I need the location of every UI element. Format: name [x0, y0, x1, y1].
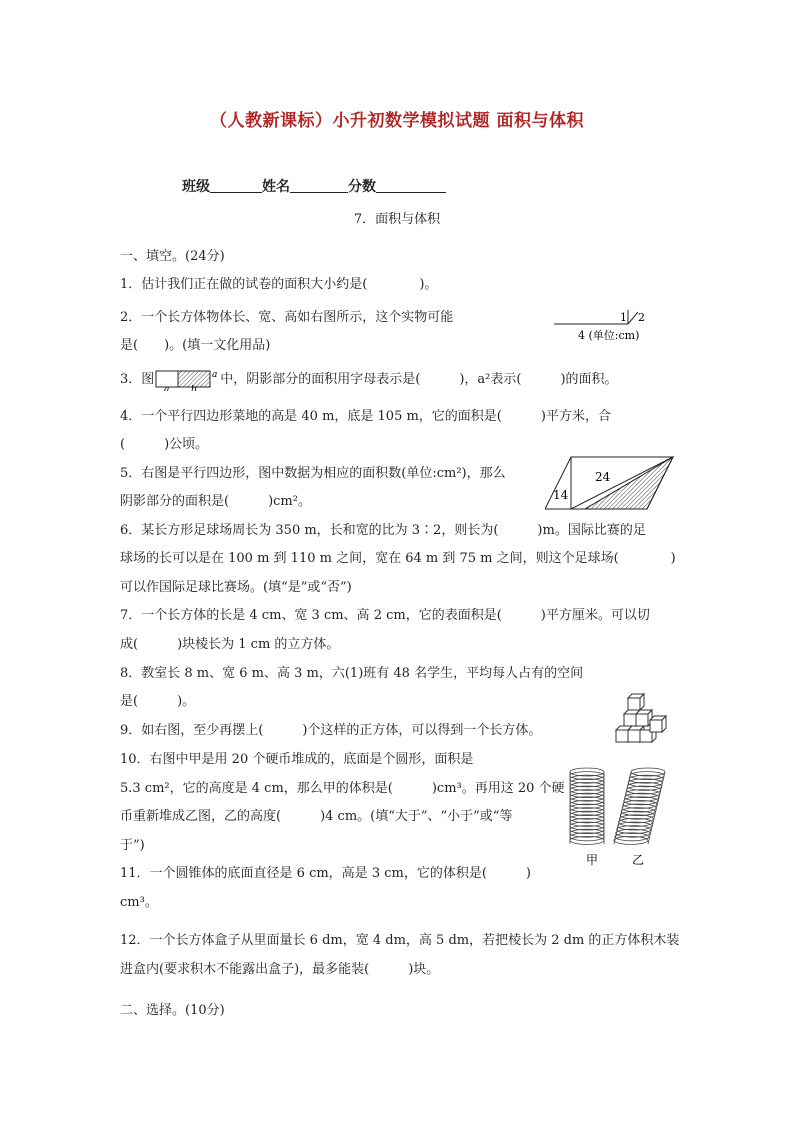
q10-label-yi: 乙: [632, 853, 645, 867]
q9-cube-stack-figure: [612, 692, 672, 750]
name-blank[interactable]: [290, 178, 348, 193]
q2-label-bottom: 4 (单位:cm): [578, 329, 640, 342]
name-label: 姓名: [262, 179, 290, 195]
q3-label-b: b: [191, 385, 198, 391]
question-1: 1．估计我们正在做的试卷的面积大小约是( )。: [120, 277, 438, 292]
section-1-heading: 一、填空。(24分): [120, 249, 225, 264]
question-4-line-2: ( )公顷。: [120, 437, 209, 452]
question-4-line-1: 4．一个平行四边形菜地的高是 40 m，底是 105 m，它的面积是( )平方米，合: [120, 409, 611, 424]
class-blank[interactable]: [210, 178, 262, 193]
question-12-line-1: 12．一个长方体盒子从里面量长 6 dm，宽 4 dm，高 5 dm，若把棱长为 2 dm 的正方体积木装: [120, 933, 680, 948]
question-6-line-3: 可以作国际足球比赛场。(填“是”或“否”): [120, 580, 352, 595]
q3-label-a-side: a: [212, 370, 218, 380]
score-label: 分数: [348, 179, 376, 195]
q2-box-dimensions-figure: [548, 306, 688, 346]
document-title: （人教新课标）小升初数学模拟试题 面积与体积: [210, 111, 584, 131]
section-2-heading: 二、选择。(10分): [120, 1003, 225, 1018]
student-info-line: [182, 176, 446, 196]
question-3-prefix: 3．图: [120, 372, 155, 387]
question-6-line-2: 球场的长可以是在 100 m 到 110 m 之间，宽在 64 m 到 75 m 之间，则这个足球场( ): [120, 551, 676, 566]
q5-label-14: 14: [553, 488, 569, 502]
question-3-suffix: 中，阴影部分的面积用字母表示是( )，a²表示( )的面积。: [220, 372, 618, 387]
question-10-line-4: 于”): [120, 838, 145, 853]
score-blank[interactable]: [376, 178, 446, 193]
question-10-line-2: 5.3 cm²，它的高度是 4 cm，那么甲的体积是( )cm³。再用这 20 个硬: [120, 781, 565, 796]
question-2-line-1: 2．一个长方体物体长、宽、高如右图所示，这个实物可能: [120, 310, 454, 325]
question-3: [120, 369, 618, 391]
question-2-line-2: 是( )。(填一文化用品): [120, 338, 271, 353]
q2-label-right: 2: [638, 311, 645, 324]
question-5-line-2: 阴影部分的面积是( )cm²。: [120, 494, 311, 509]
q10-coin-stacks-figure: [564, 762, 672, 870]
question-8-line-1: 8．教室长 8 m、宽 6 m、高 3 m，六(1)班有 48 名学生，平均每人占有的空间: [120, 666, 584, 681]
section-subtitle: 7．面积与体积: [353, 212, 441, 227]
question-7-line-1: 7．一个长方体的长是 4 cm、宽 3 cm、高 2 cm，它的表面积是( )平方厘米。可以切: [120, 608, 650, 623]
q10-label-jia: 甲: [586, 853, 599, 867]
question-5-line-1: 5．右图是平行四边形，图中数据为相应的面积数(单位:cm²)，那么: [120, 466, 506, 481]
coin-stack-jia: [570, 768, 604, 844]
class-label: 班级: [182, 179, 210, 195]
question-7-line-2: 成( )块棱长为 1 cm 的立方体。: [120, 637, 340, 652]
question-11-line-2: cm³。: [120, 895, 158, 910]
question-10-line-1: 10．右图中甲是用 20 个硬币堆成的，底面是个圆形，面积是: [120, 752, 474, 767]
question-10-line-3: 币重新堆成乙图，乙的高度( )4 cm。(填“大于”、“小于”或“等: [120, 809, 513, 824]
question-11-line-1: 11．一个圆锥体的底面直径是 6 cm，高是 3 cm，它的体积是( ): [120, 866, 531, 881]
question-9: 9．如右图，至少再摆上( )个这样的正方体，可以得到一个长方体。: [120, 723, 542, 738]
q3-square-rect-figure: [154, 369, 220, 391]
question-12-line-2: 进盒内(要求积木不能露出盒子)，最多能装( )块。: [120, 962, 440, 977]
q5-label-24: 24: [595, 470, 611, 484]
q5-parallelogram-figure: [545, 453, 677, 513]
coin-stack-yi: [614, 768, 665, 844]
q3-label-a: a: [164, 385, 170, 391]
question-6-line-1: 6．某长方形足球场周长为 350 m，长和宽的比为 3∶2，则长为( )m。国际比赛的足: [120, 523, 646, 538]
q2-label-top: 1: [620, 311, 627, 324]
question-8-line-2: 是( )。: [120, 694, 196, 709]
